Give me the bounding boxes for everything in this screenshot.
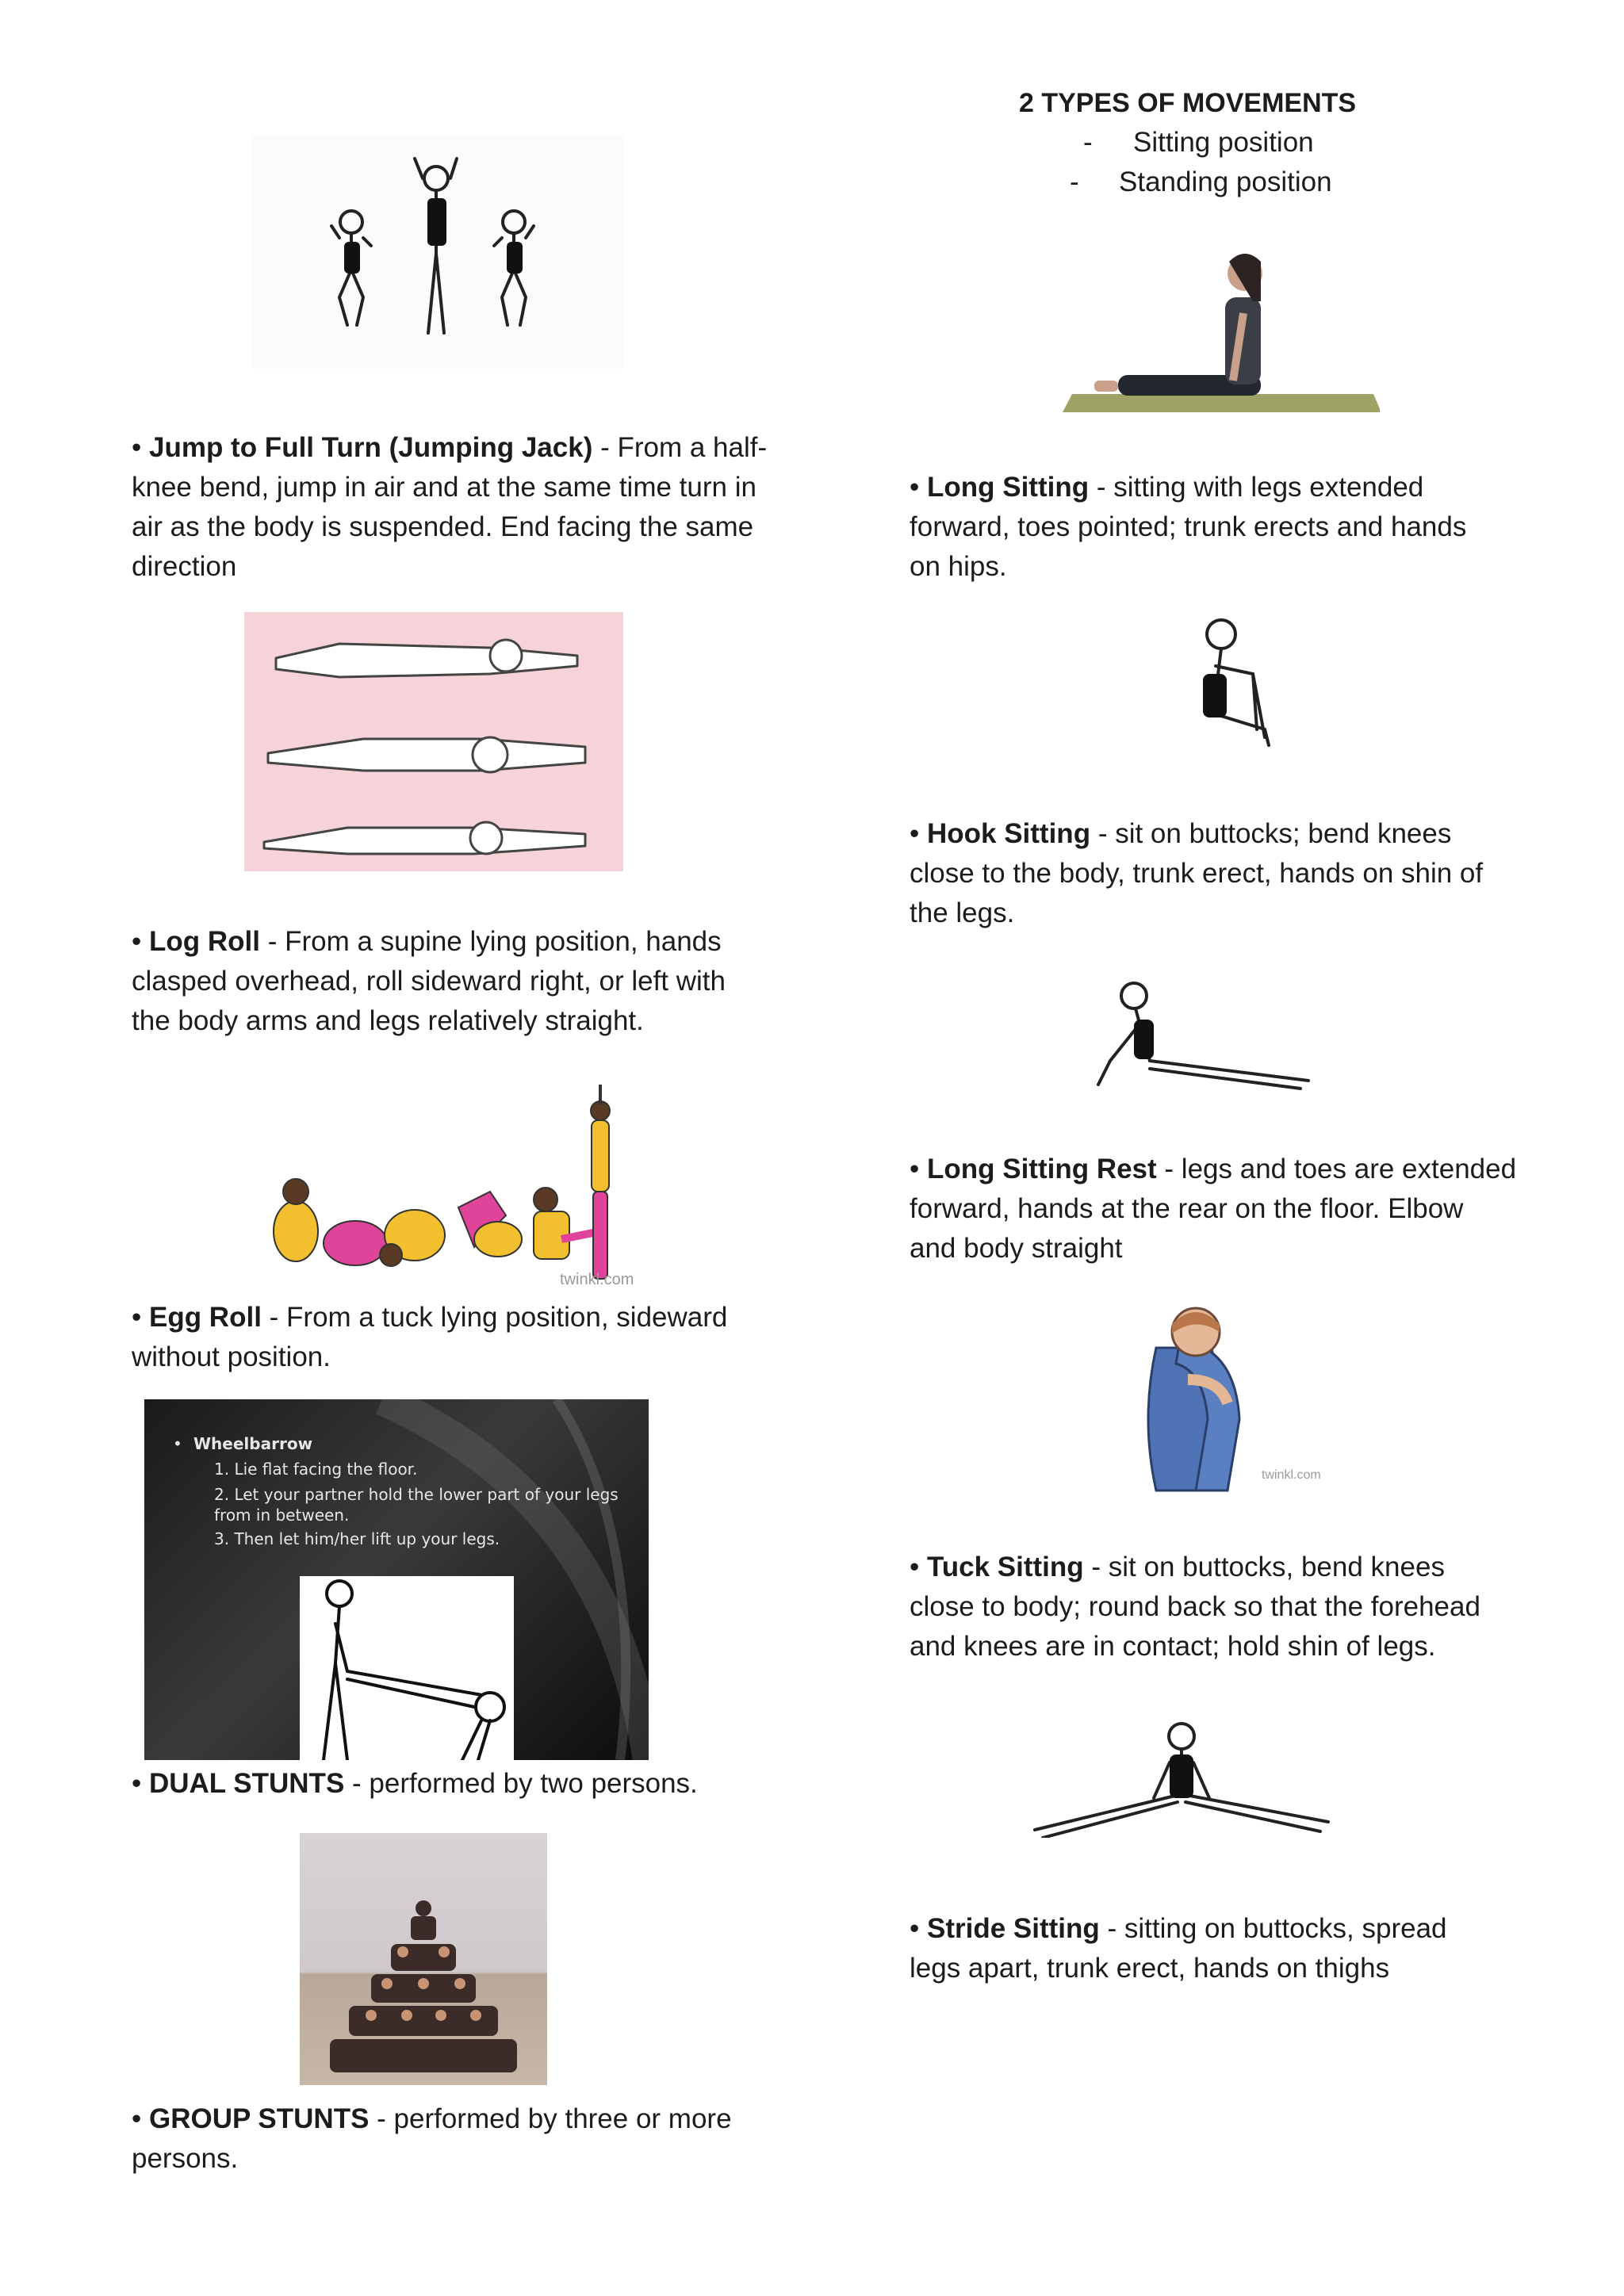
item-tuck-sitting: • Tuck Sitting - sit on buttocks, bend knees close to body; round back so that the forehead and knees are in contact; hold shin of legs. bbox=[910, 1552, 1480, 1662]
item-log-roll: • Log Roll - From a supine lying position, hands clasped overhead, roll sideward right, or left with the body arms and legs relatively straight. bbox=[132, 926, 726, 1036]
group-stunts-photo bbox=[300, 1833, 547, 2085]
list-item-sitting: Sitting position bbox=[1133, 127, 1314, 158]
item-egg-roll: • Egg Roll - From a tuck lying position, sideward without position. bbox=[132, 1302, 728, 1372]
long-sitting-rest-illustration bbox=[1086, 974, 1316, 1093]
jumping-jack-illustration bbox=[252, 135, 623, 369]
wheelbarrow-figure bbox=[300, 1576, 514, 1760]
watermark: twinkl.com bbox=[1262, 1468, 1321, 1482]
watermark: twinkl.com bbox=[560, 1271, 634, 1288]
slide-title: Wheelbarrow bbox=[193, 1434, 313, 1453]
item-hook-sitting: • Hook Sitting - sit on buttocks; bend knees close to the body, trunk erect, hands on shin of the legs. bbox=[910, 818, 1484, 928]
stride-sitting-illustration bbox=[1027, 1719, 1336, 1838]
hook-sitting-illustration bbox=[1170, 610, 1289, 757]
egg-roll-illustration bbox=[260, 1081, 649, 1295]
slide-step: from in between. bbox=[214, 1506, 350, 1525]
list-dash: - bbox=[1070, 166, 1079, 197]
item-term: Long Sitting Rest bbox=[926, 1154, 1157, 1184]
item-term: GROUP STUNTS bbox=[148, 2103, 370, 2134]
long-sitting-photo bbox=[1063, 226, 1380, 416]
item-long-sitting-rest: • Long Sitting Rest - legs and toes are extended forward, hands at the rear on the floor. Elbow and body straight bbox=[910, 1154, 1517, 1264]
log-roll-illustration bbox=[244, 612, 623, 871]
item-long-sitting: • Long Sitting - sitting with legs extended forward, toes pointed; trunk erects and hands on hips. bbox=[910, 472, 1467, 582]
item-term: Tuck Sitting bbox=[926, 1552, 1084, 1582]
slide-bullet: • bbox=[173, 1434, 182, 1453]
item-term: Hook Sitting bbox=[926, 818, 1091, 849]
item-dual-stunts: • DUAL STUNTS - performed by two persons. bbox=[132, 1768, 698, 1799]
item-term: Stride Sitting bbox=[926, 1913, 1100, 1944]
item-term: Long Sitting bbox=[926, 472, 1090, 503]
slide-step: 2. Let your partner hold the lower part of your legs bbox=[214, 1485, 619, 1504]
item-group-stunts: • GROUP STUNTS - performed by three or more persons. bbox=[132, 2103, 732, 2174]
list-item-standing: Standing position bbox=[1119, 166, 1332, 197]
item-term: Log Roll bbox=[148, 926, 260, 957]
section-title: 2 TYPES OF MOVEMENTS bbox=[1019, 88, 1357, 118]
item-term: DUAL STUNTS bbox=[148, 1768, 345, 1799]
item-jumping-jack: • Jump to Full Turn (Jumping Jack) - From a half- knee bend, jump in air and at the same time turn in air as the body is suspended. End facing the same direction bbox=[132, 432, 768, 582]
wheelbarrow-slide bbox=[144, 1399, 649, 1760]
item-term: Egg Roll bbox=[148, 1302, 262, 1333]
item-term: Jump to Full Turn (Jumping Jack) bbox=[148, 432, 593, 463]
tuck-sitting-illustration bbox=[1109, 1300, 1339, 1498]
item-stride-sitting: • Stride Sitting - sitting on buttocks, spread legs apart, trunk erect, hands on thighs bbox=[910, 1913, 1447, 1984]
list-dash: - bbox=[1083, 127, 1093, 158]
slide-step: 3. Then let him/her lift up your legs. bbox=[214, 1529, 500, 1548]
slide-step: 1. Lie flat facing the floor. bbox=[214, 1460, 418, 1479]
